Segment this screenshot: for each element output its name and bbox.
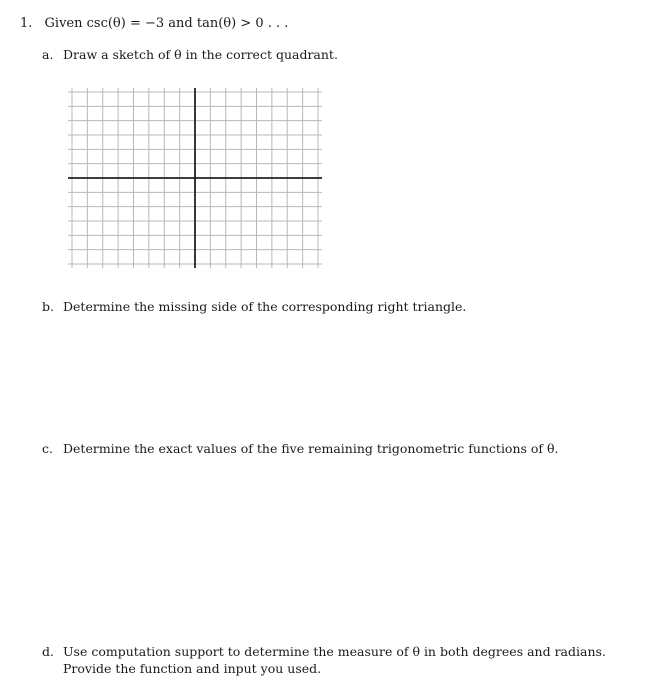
part-c-letter: c. (42, 441, 53, 456)
part-b (42, 298, 466, 315)
part-c (42, 440, 559, 457)
question-given-text: Given csc(θ) = −3 and tan(θ) > 0 . . . (44, 16, 289, 31)
part-b-letter: b. (42, 299, 54, 314)
part-b-text: Determine the missing side of the corresponding right triangle. (63, 299, 467, 314)
coordinate-grid[interactable] (68, 88, 322, 268)
part-a (42, 46, 338, 63)
part-c-text: Determine the exact values of the five remaining trigonometric functions of θ. (63, 441, 559, 456)
part-d (42, 643, 623, 677)
question-heading (20, 16, 288, 31)
part-d-text: Use computation support to determine the measure of θ in both degrees and radians. Provide the function and input you used. (63, 644, 606, 676)
question-number: 1. (20, 16, 33, 31)
part-a-letter: a. (42, 47, 54, 62)
part-a-text: Draw a sketch of θ in the correct quadrant. (63, 47, 338, 62)
part-d-letter: d. (42, 644, 54, 659)
grid-svg (68, 88, 322, 268)
